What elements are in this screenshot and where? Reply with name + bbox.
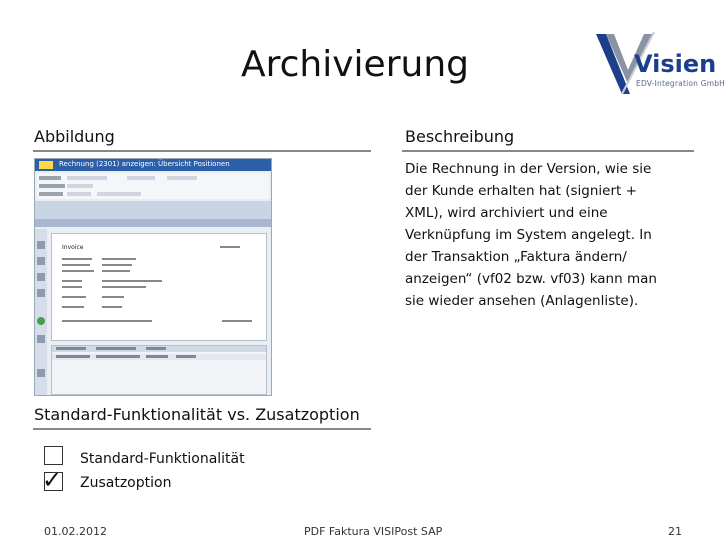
left-heading: Abbildung bbox=[34, 127, 115, 146]
left-heading-rule bbox=[33, 150, 371, 152]
standard-checkbox bbox=[44, 446, 63, 465]
screenshot-title-bar bbox=[35, 159, 271, 171]
description-line: Verknüpfung im System angelegt. In bbox=[405, 227, 652, 243]
check-icon: ✓ bbox=[42, 466, 63, 494]
description-line: anzeigen“ (vf02 bzw. vf03) kann man bbox=[405, 271, 657, 287]
zusatzoption-label: Zusatzoption bbox=[80, 475, 172, 491]
section-heading: Standard-Funktionalität vs. Zusatzoption bbox=[34, 405, 360, 424]
footer-date: 01.02.2012 bbox=[44, 525, 107, 538]
sap-screenshot bbox=[34, 158, 272, 396]
section-heading-rule bbox=[33, 428, 371, 430]
description-line: Die Rechnung in der Version, wie sie bbox=[405, 161, 652, 177]
description-line: der Transaktion „Faktura ändern/ bbox=[405, 249, 627, 265]
sap-window-icon bbox=[39, 161, 53, 169]
right-heading: Beschreibung bbox=[405, 127, 515, 146]
footer-center: PDF Faktura VISIPost SAP bbox=[304, 525, 443, 538]
standard-option-label: Standard-Funktionalität bbox=[80, 451, 245, 467]
screenshot-toolbar bbox=[35, 201, 271, 219]
screenshot-attachment-list bbox=[51, 345, 267, 395]
slide-title: Archivierung bbox=[241, 44, 469, 85]
description-line: sie wieder ansehen (Anlagenliste). bbox=[405, 293, 639, 309]
logo-text: Visien bbox=[634, 50, 717, 78]
screenshot-attachment-bar bbox=[35, 219, 271, 227]
right-heading-rule bbox=[402, 150, 694, 152]
screenshot-window-title: Rechnung (2301) anzeigen: Übersicht Positionen bbox=[59, 160, 230, 168]
screenshot-header-fields bbox=[37, 173, 269, 199]
screenshot-invoice-document bbox=[51, 233, 267, 341]
footer-page-number: 21 bbox=[668, 525, 682, 538]
logo-subtitle: EDV-Integration GmbH bbox=[636, 79, 726, 88]
description-text bbox=[405, 158, 685, 312]
description-line: der Kunde erhalten hat (signiert + bbox=[405, 183, 637, 199]
invoice-heading: Invoice bbox=[62, 244, 84, 251]
description-line: XML), wird archiviert und eine bbox=[405, 205, 608, 221]
screenshot-sidebar bbox=[35, 229, 47, 395]
